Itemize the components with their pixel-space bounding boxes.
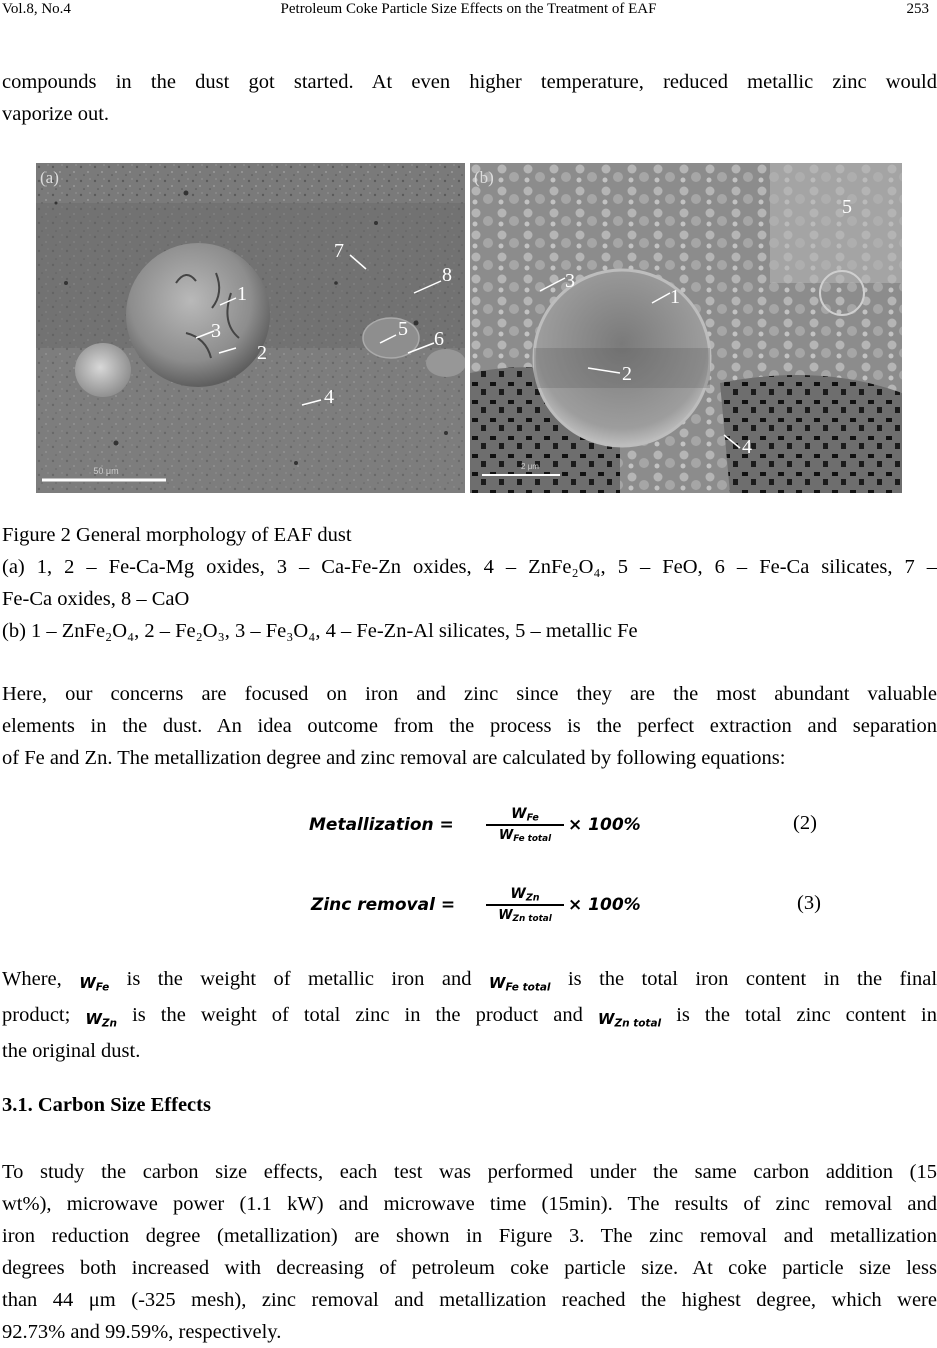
sem-panel-b bbox=[470, 163, 902, 493]
text-line: 92.73% and 99.59%, respectively. bbox=[2, 1321, 282, 1343]
equation-2-number: (2) bbox=[793, 812, 817, 834]
marker-b-4: 4 bbox=[742, 436, 752, 458]
equation-2-rhs: × 100% bbox=[568, 815, 641, 835]
equation-3-denominator: $W_{Zn total}$ bbox=[498, 908, 552, 925]
caption-title: Figure 2 General morphology of EAF dust bbox=[2, 524, 352, 546]
text-line: than 44 μm (-325 mesh), zinc removal and metallization reached the highest degree, which were bbox=[2, 1289, 937, 1311]
text-line: the original dust. bbox=[2, 1040, 141, 1062]
volume-number: Vol.8, No.4 bbox=[2, 1, 71, 17]
sem-image-a bbox=[36, 163, 465, 493]
marker-b-3: 3 bbox=[565, 270, 575, 292]
body-paragraph-1 bbox=[2, 678, 937, 774]
equation-3-number: (3) bbox=[797, 892, 821, 914]
figure-caption bbox=[2, 519, 937, 647]
symbol-w-fe-total: $W_{Fe total}$ bbox=[488, 974, 551, 994]
equation-3-numerator: $W_{Zn}$ bbox=[510, 886, 540, 904]
equation-3-lhs: Zinc removal = bbox=[311, 895, 456, 915]
panel-a-label: (a) bbox=[40, 168, 59, 187]
text-line: Where, $W_{Fe}$ is the weight of metallic iron and $W_{Fe total}$ is the total iron content in the final bbox=[2, 963, 937, 999]
scale-bar-a-label: 50 μm bbox=[93, 466, 119, 476]
caption-line: Fe-Ca oxides, 8 – CaO bbox=[2, 588, 190, 610]
text-line: elements in the dust. An idea outcome from the process is the perfect extraction and separation bbox=[2, 715, 937, 737]
fraction-bar bbox=[486, 904, 564, 906]
where-paragraph bbox=[2, 963, 937, 1067]
section-heading: 3.1. Carbon Size Effects bbox=[2, 1094, 211, 1116]
equation-3-rhs: × 100% bbox=[568, 895, 641, 915]
page-number: 253 bbox=[906, 1, 929, 17]
marker-a-3: 3 bbox=[211, 320, 221, 342]
text-line: wt%), microwave power (1.1 kW) and microwave time (15min). The results of zinc removal and bbox=[2, 1193, 937, 1215]
text-line: Here, our concerns are focused on iron and zinc since they are the most abundant valuable bbox=[2, 683, 937, 705]
panel-b-label: (b) bbox=[474, 168, 494, 187]
figure-2 bbox=[36, 163, 902, 493]
sem-panel-a bbox=[36, 163, 465, 493]
fraction-bar bbox=[486, 824, 564, 826]
text-line: product; $W_{Zn}$ is the weight of total zinc in the product and $W_{Zn total}$ is the total zinc content in bbox=[2, 999, 937, 1035]
equation-2-numerator: $W_{Fe}$ bbox=[511, 806, 539, 824]
marker-a-6: 6 bbox=[434, 328, 444, 350]
equation-2-lhs: Metallization = bbox=[309, 815, 454, 835]
text-line: degrees both increased with decreasing of petroleum coke particle size. At coke particle size less bbox=[2, 1257, 937, 1279]
equation-2-fraction bbox=[486, 806, 564, 843]
intro-paragraph bbox=[2, 66, 937, 130]
equation-3-fraction bbox=[486, 886, 564, 923]
text-line: compounds in the dust got started. At even higher temperature, reduced metallic zinc would bbox=[2, 71, 937, 93]
marker-b-1: 1 bbox=[670, 286, 680, 308]
text-line: To study the carbon size effects, each test was performed under the same carbon addition (15 bbox=[2, 1161, 937, 1183]
symbol-w-zn: $W_{Zn}$ bbox=[85, 1010, 118, 1030]
marker-a-2: 2 bbox=[257, 342, 267, 364]
running-header bbox=[0, 0, 937, 22]
marker-a-4: 4 bbox=[324, 386, 334, 408]
text-line: vaporize out. bbox=[2, 103, 110, 125]
marker-b-5: 5 bbox=[842, 196, 852, 218]
sem-image-b bbox=[470, 163, 902, 493]
running-title: Petroleum Coke Particle Size Effects on the Treatment of EAF bbox=[280, 1, 657, 17]
equation-2-denominator: $W_{Fe total}$ bbox=[498, 828, 552, 845]
text-line: of Fe and Zn. The metallization degree and zinc removal are calculated by following equations: bbox=[2, 747, 786, 769]
marker-a-1: 1 bbox=[237, 283, 247, 305]
marker-a-7: 7 bbox=[334, 240, 344, 262]
body-paragraph-2 bbox=[2, 1156, 937, 1348]
caption-line: (b) 1 – ZnFe₂O₄, 2 – Fe₂O₃, 3 – Fe₃O₄, 4 – Fe-Zn-Al silicates, 5 – metallic Fe bbox=[2, 620, 638, 642]
symbol-w-fe: $W_{Fe}$ bbox=[79, 974, 110, 994]
scale-bar-b-label: 2 μm bbox=[521, 462, 539, 471]
symbol-w-zn-total: $W_{Zn total}$ bbox=[597, 1010, 662, 1030]
marker-a-8: 8 bbox=[442, 264, 452, 286]
text-line: iron reduction degree (metallization) are shown in Figure 3. The zinc removal and metallization bbox=[2, 1225, 937, 1247]
marker-a-5: 5 bbox=[398, 318, 408, 340]
marker-b-2: 2 bbox=[622, 363, 632, 385]
caption-line: (a) 1, 2 – Fe-Ca-Mg oxides, 3 – Ca-Fe-Zn oxides, 4 – ZnFe₂O₄, 5 – FeO, 6 – Fe-Ca silicates, 7 – bbox=[2, 556, 937, 578]
